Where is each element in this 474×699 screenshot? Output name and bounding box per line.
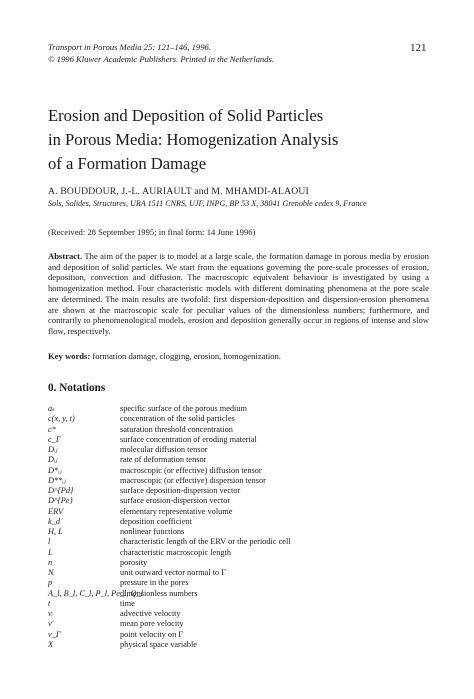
abstract-text: The aim of the paper is to model at a large scale, the formation damage in porous media by erosion and deposition of solid particles. We start from the equations governing the pore-scale processes of erosion, deposition, convection and diffusion. The macroscopic equivalent behaviour is investigated by using a homogenization method. Four characteristic models with different dominating phenomena at the pore scale are determined. The main results are twofold: first dispersion-deposition and dispersion-erosion phenomena are shown at the macroscopic scale for peculiar values of the dimensionless numbers; furthermore, and contrarily to phenomenological models, erosion and deposition generally occur in regions of intense and slow flow, respectively. — [48, 251, 429, 336]
notation-definition: time — [120, 598, 135, 608]
notation-symbol: aₛ — [48, 404, 55, 413]
notation-symbol: vᵢ — [48, 609, 53, 618]
notation-definition: characteristic length of the ERV or the periodic cell — [120, 537, 291, 547]
section-heading: 0. Notations — [48, 382, 106, 394]
journal-line-1: Transport in Porous Media 25: 121–146, 1996. — [48, 42, 211, 52]
notation-row — [48, 486, 438, 496]
notation-definition: saturation threshold concentration — [120, 424, 233, 434]
abstract — [48, 251, 429, 337]
notation-symbol: t — [48, 598, 51, 608]
notation-symbol: v_Γ — [48, 629, 61, 639]
journal-citation — [48, 42, 274, 65]
notation-definition: nonlinear functions — [120, 527, 185, 536]
notation-row — [48, 599, 438, 609]
notation-definition: porosity — [120, 557, 148, 567]
notation-definition: physical space variable — [120, 639, 197, 649]
notation-symbol: A_l, B_l, C_l, P_l, Pe_l, Q_l — [48, 588, 143, 598]
notation-definition: molecular diffusion tensor — [120, 445, 208, 454]
notation-row — [48, 496, 438, 506]
notation-symbol: c_Γ — [48, 434, 61, 444]
notation-symbol: X — [48, 639, 54, 649]
notation-row — [48, 455, 438, 465]
notation-row — [48, 527, 438, 537]
notation-definition: macroscopic (or effective) dispersion tensor — [120, 475, 266, 485]
notation-row — [48, 435, 438, 445]
notation-symbol: Dᵢⱼ — [48, 445, 58, 454]
notation-row — [48, 640, 438, 650]
abstract-label: Abstract. — [48, 251, 83, 261]
notation-definition: dimensionless numbers — [120, 588, 198, 598]
notation-symbol: v' — [48, 619, 54, 629]
notation-symbol: p — [48, 578, 53, 588]
notation-list — [48, 404, 438, 650]
notation-row — [48, 568, 438, 578]
notation-row — [48, 466, 438, 476]
notation-symbol: n — [48, 557, 53, 567]
notation-definition: surface erosion-dispersion vector — [120, 496, 231, 506]
keywords — [48, 351, 429, 361]
notation-row — [48, 476, 438, 486]
notation-symbol: L — [48, 547, 53, 557]
notation-symbol: D^{Pe} — [48, 496, 73, 506]
notation-row — [48, 537, 438, 547]
title-line: Erosion and Deposition of Solid Particles — [48, 106, 324, 125]
notation-symbol: k_d — [48, 516, 60, 526]
notation-definition: deposition coefficient — [120, 516, 192, 526]
notation-row — [48, 414, 438, 424]
notation-row — [48, 609, 438, 619]
paper-title — [48, 104, 428, 176]
notation-row — [48, 404, 438, 414]
notation-row — [48, 507, 438, 517]
notation-row — [48, 630, 438, 640]
notation-symbol: c(x, y, t) — [48, 414, 75, 424]
notation-definition: advective velocity — [120, 609, 181, 618]
notation-symbol: Dᵢⱼ — [48, 455, 58, 465]
notation-definition: mean pore velocity — [120, 619, 184, 629]
title-line: of a Formation Damage — [48, 154, 207, 173]
notation-row — [48, 589, 438, 599]
keywords-text: formation damage, clogging, erosion, homogenization. — [92, 351, 281, 361]
notation-symbol: D*ᵢⱼ — [48, 465, 62, 475]
title-line: in Porous Media: Homogenization Analysis — [48, 130, 339, 149]
notation-symbol: c* — [48, 424, 56, 434]
notation-symbol: l — [48, 537, 51, 547]
notation-definition: macroscopic (or effective) diffusion tensor — [120, 465, 262, 475]
notation-symbol: H, L — [48, 527, 63, 536]
notation-definition: unit outward vector normal to Γ — [120, 568, 226, 577]
journal-line-2: © 1996 Kluwer Academic Publishers. Printed in the Netherlands. — [48, 53, 274, 64]
notation-definition: surface concentration of eroding material — [120, 434, 257, 444]
notation-definition: rate of deformation tensor — [120, 455, 207, 465]
notation-definition: pressure in the pores — [120, 578, 189, 588]
notation-row — [48, 445, 438, 455]
notation-symbol: D^{Pd} — [48, 486, 74, 495]
notation-definition: concentration of the solid particles — [120, 414, 235, 424]
notation-definition: elementary representative volume — [120, 506, 233, 516]
affiliation: Sols, Solides, Structures, URA 1511 CNRS, UJF, INPG, BP 53 X, 38041 Grenoble cedex 9, France — [48, 199, 367, 208]
notation-definition: characteristic macroscopic length — [120, 547, 232, 557]
page-number: 121 — [410, 42, 427, 54]
notation-symbol: ERV — [48, 506, 64, 516]
notation-row — [48, 517, 438, 527]
received-dates: (Received: 28 September 1995; in final form: 14 June 1996) — [48, 227, 256, 237]
notation-row — [48, 425, 438, 435]
notation-row — [48, 578, 438, 588]
keywords-label: Key words: — [48, 351, 91, 361]
authors: A. BOUDDOUR, J.-L. AURIAULT and M. MHAMDI-ALAOUI — [48, 186, 309, 197]
notation-row — [48, 548, 438, 558]
notation-symbol: D**ᵢⱼ — [48, 475, 66, 485]
notation-definition: point velocity on Γ — [120, 629, 184, 639]
notation-definition: specific surface of the porous medium — [120, 404, 247, 413]
notation-symbol: Nᵢ — [48, 568, 55, 577]
notation-row — [48, 558, 438, 568]
notation-row — [48, 619, 438, 629]
notation-definition: surface deposition-dispersion vector — [120, 486, 241, 495]
